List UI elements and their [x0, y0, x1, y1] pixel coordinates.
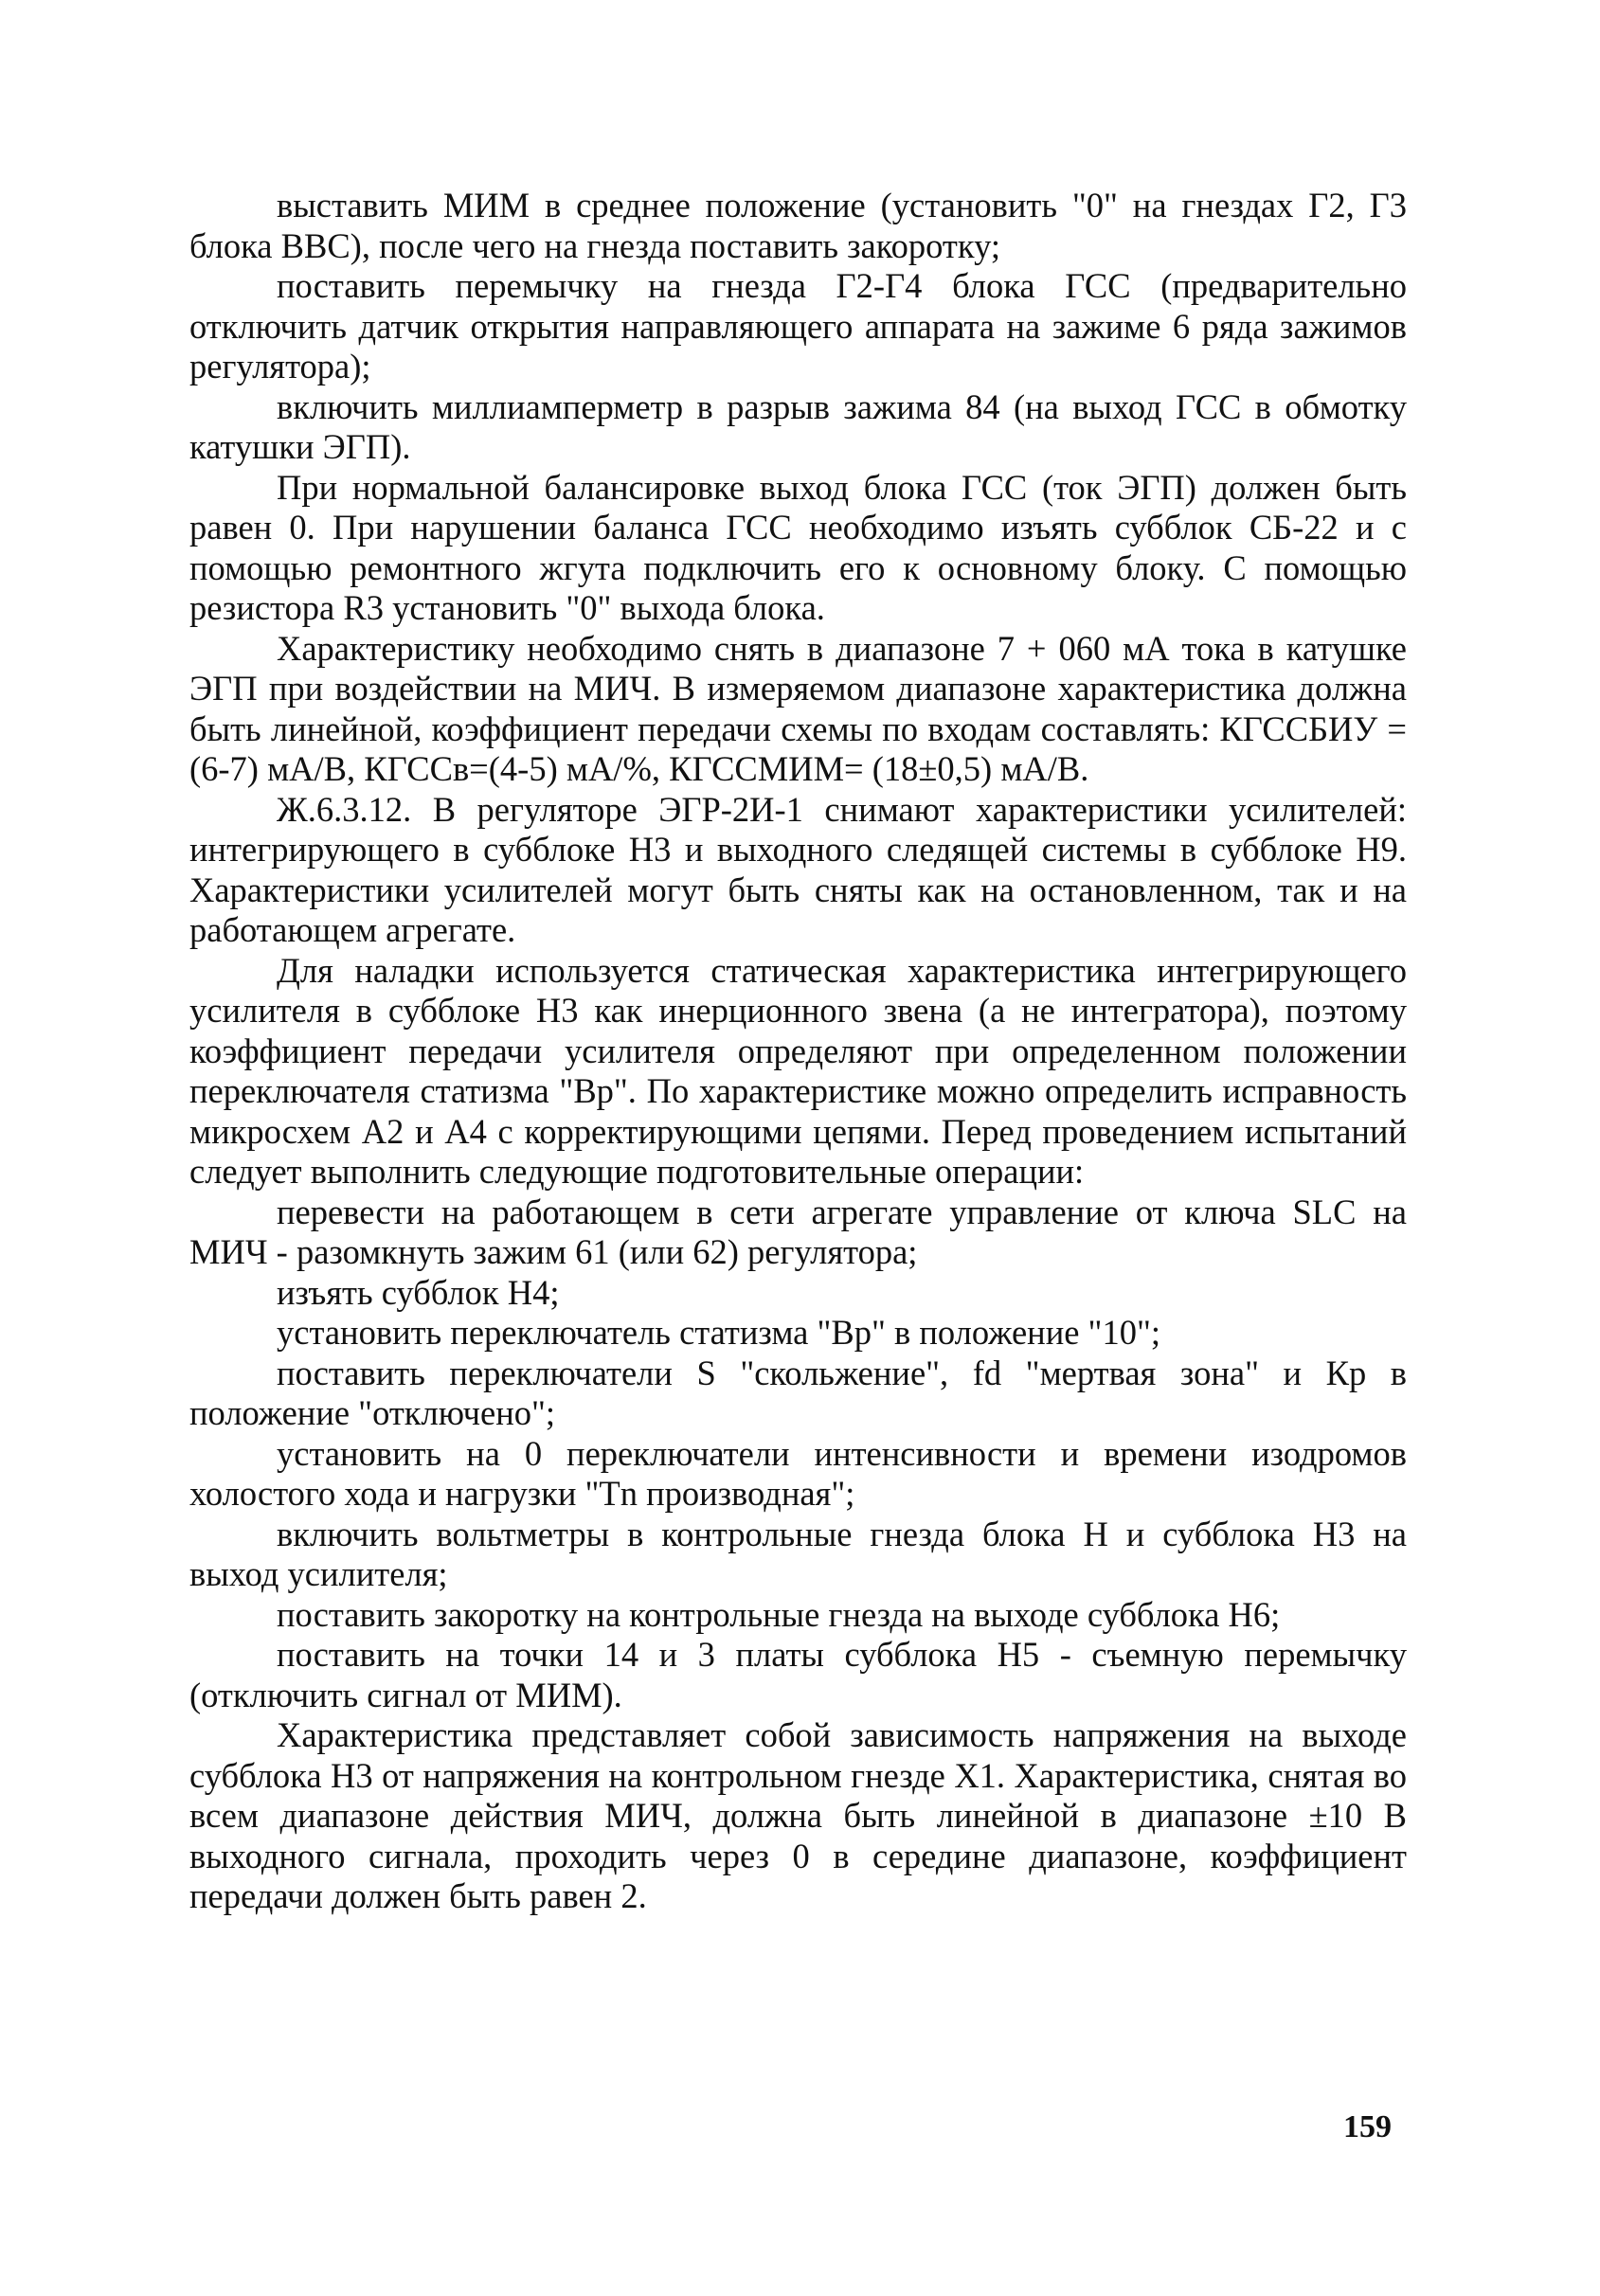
paragraph-7: Для наладки используется статическая характеристика интегрирующего усилителя в субблоке Н3 как инерционного звена (а не интегратора), поэтому коэффициент передачи усилителя определяют при определенном положении переключателя статизма "Вр". По характеристике можно определить исправность микросхем А2 и А4 с корректирующими цепями. Перед проведением испытаний следует выполнить следующие подготовительные операции:	[189, 950, 1407, 1191]
paragraph-5: Характеристику необходимо снять в диапазоне 7 + 060 мА тока в катушке ЭГП при воздействии на МИЧ. В измеряемом диапазоне характеристика должна быть линейной, коэффициент передачи схемы по входам составлять: КГССБИУ = (6-7) мА/В, КГССв=(4-5) мА/%, КГССМИМ= (18±0,5) мА/В.	[189, 628, 1407, 788]
paragraph-11: поставить переключатели S "скольжение", fd "мертвая зона" и Кр в положение "отключено";	[189, 1353, 1407, 1432]
page-number: 159	[1343, 2109, 1392, 2144]
paragraph-16: Характеристика представляет собой зависимость напряжения на выходе субблока Н3 от напряжения на контрольном гнезде Х1. Характеристика, снятая во всем диапазоне действия МИЧ, должна быть линейной в диапазоне ±10 В выходного сигнала, проходить через 0 в середине диапазоне, коэффициент передачи должен быть равен 2.	[189, 1715, 1407, 1915]
paragraph-10: установить переключатель статизма "Вр" в положение "10";	[277, 1313, 1160, 1352]
paragraph-15: поставить на точки 14 и 3 платы субблока Н5 - съемную перемычку (отключить сигнал от МИМ).	[189, 1635, 1407, 1714]
body-text	[189, 186, 1407, 1917]
paragraph-6: Ж.6.3.12. В регуляторе ЭГР-2И-1 снимают характеристики усилителей: интегрирующего в субблоке Н3 и выходного следящей системы в субблоке Н9. Характеристики усилителей могут быть сняты как на остановленном, так и на работающем агрегате.	[189, 789, 1407, 949]
paragraph-12: установить на 0 переключатели интенсивности и времени изодромов холостого хода и нагрузки "Тn производная";	[189, 1433, 1407, 1513]
paragraph-1: выставить МИМ в среднее положение (установить "0" на гнездах Г2, Г3 блока ВВС), после чего на гнезда поставить закоротку;	[189, 186, 1407, 265]
paragraph-13: включить вольтметры в контрольные гнезда блока Н и субблока Н3 на выход усилителя;	[189, 1514, 1407, 1593]
paragraph-9: изъять субблок Н4;	[277, 1272, 560, 1312]
paragraph-14: поставить закоротку на контрольные гнезда на выходе субблока Н6;	[277, 1594, 1281, 1634]
paragraph-4: При нормальной балансировке выход блока ГСС (ток ЭГП) должен быть равен 0. При нарушении баланса ГСС необходимо изъять субблок СБ-22 и с помощью ремонтного жгута подключить его к основному блоку. С помощью резистора R3 установить "0" выхода блока.	[189, 467, 1407, 627]
paragraph-3: включить миллиамперметр в разрыв зажима 84 (на выход ГСС в обмотку катушки ЭГП).	[189, 386, 1407, 466]
paragraph-2: поставить перемычку на гнезда Г2-Г4 блока ГСС (предварительно отключить датчик открытия направляющего аппарата на зажиме 6 ряда зажимов регулятора);	[189, 266, 1407, 386]
paragraph-8: перевести на работающем в сети агрегате управление от ключа SLC на МИЧ - разомкнуть зажим 61 (или 62) регулятора;	[189, 1192, 1407, 1271]
